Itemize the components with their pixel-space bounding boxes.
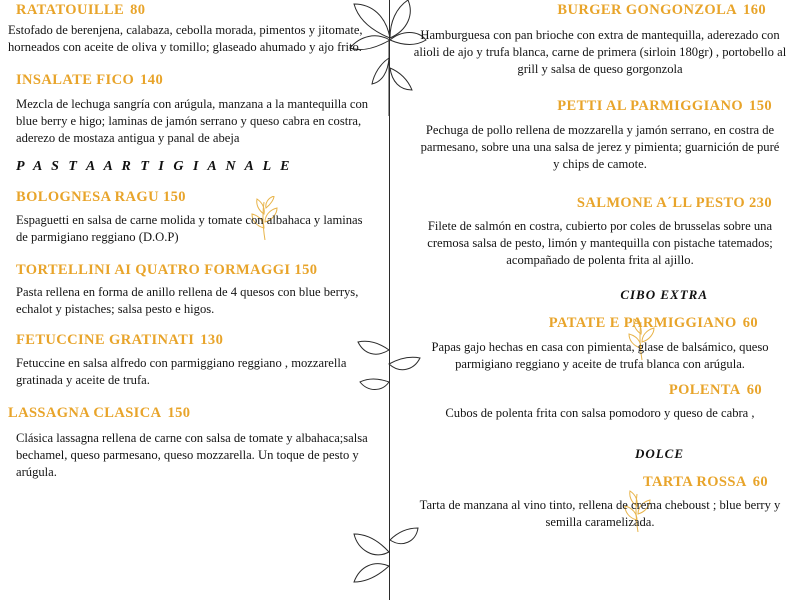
dish-description: Papas gajo hechas en casa con pimienta, glase de balsámico, queso parmigiano reggiano y aceite de trufa blanca con arúgula. <box>431 339 769 371</box>
menu-item-petti-al-parmiggiano <box>406 98 794 172</box>
menu-item-tortellini <box>8 262 372 317</box>
dish-description: Mezcla de lechuga sangría con arúgula, manzana a la mantequilla con blue berry e higo; laminas de jamón serrano y queso cabra en costra, aderezo de mostaza antigua y panal de abeja <box>16 96 369 145</box>
dish-title <box>8 2 372 19</box>
dish-title <box>8 189 372 206</box>
dish-price: 140 <box>140 72 164 89</box>
dish-title <box>406 315 794 332</box>
menu-item-bolognesa <box>8 189 372 246</box>
left-column <box>0 0 378 490</box>
dish-name: POLENTA <box>668 381 741 398</box>
dish-description: Pechuga de pollo rellena de mozzarella y jamón serrano, en costra de parmesano, sobre una una salsa de jerez y pimienta; guarnición de puré y chips de camote. <box>420 122 780 171</box>
dish-price: 60 <box>742 315 758 332</box>
dish-price: 160 <box>743 2 766 18</box>
dish-price: 80 <box>130 2 146 18</box>
dish-description: Filete de salmón en costra, cubierto por coles de brusselas sobre una cremosa salsa de pesto, limón y mantequilla con pistache tatemados; acompañado de polenta frita al ajillo. <box>427 219 773 268</box>
menu-item-tarta-rossa <box>406 474 794 531</box>
menu-item-patate-e-parmiggiano <box>406 315 794 372</box>
menu-item-salmone-al-pesto <box>406 195 794 269</box>
dish-name: TORTELLINI AI QUATRO FORMAGGI 150 <box>16 262 318 279</box>
section-header-pasta: P A S T A A R T I G I A N A L E <box>16 158 293 174</box>
menu-item-insalate-fico <box>8 72 372 146</box>
dish-title <box>406 382 794 399</box>
menu-item-lassagna <box>8 405 372 481</box>
section-header-cibo-extra: CIBO EXTRA <box>620 287 708 303</box>
dish-name: PETTI AL PARMIGGIANO <box>557 98 744 115</box>
menu-item-polenta <box>406 382 794 422</box>
dish-title <box>8 72 372 89</box>
dish-title <box>406 195 794 212</box>
dish-description: Clásica lassagna rellena de carne con salsa de tomate y albahaca;salsa bechamel, queso parmesano, queso mozzarella. Un toque de pesto y arúgula. <box>16 431 368 480</box>
dish-price: 150 <box>167 404 191 421</box>
dish-description: Cubos de polenta frita con salsa pomodoro y queso de cabra , <box>445 405 755 420</box>
dish-name: FETUCCINE GRATINATI <box>16 331 195 348</box>
dish-description: Fetuccine en salsa alfredo con parmiggiano reggiano , mozzarella gratinada y aceite de trufa. <box>16 355 347 387</box>
dish-name: BOLOGNESA RAGU 150 <box>16 188 186 205</box>
dish-title <box>8 262 372 279</box>
dish-description: Pasta rellena en forma de anillo rellena de 4 quesos con blue berrys, echalot y pistaches; salsa pesto e higos. <box>16 284 359 316</box>
dish-description: Hamburguesa con pan brioche con extra de mantequilla, aderezado con alioli de ajo y trufa blanca, carne de primera (sirloin 180gr) , portobello al grill y salsa de queso gorgonzola <box>413 28 787 77</box>
dish-description: Espaguetti en salsa de carne molida y tomate con albahaca y laminas de parmigiano reggiano (D.O.P) <box>16 213 363 245</box>
menu-item-fetuccine <box>8 332 372 389</box>
dish-name: LASSAGNA CLASICA <box>8 404 162 421</box>
section-header-dolce: DOLCE <box>634 445 684 461</box>
dish-title <box>406 98 794 115</box>
dish-name: INSALATE FICO <box>16 72 135 89</box>
dish-price: 130 <box>200 331 224 348</box>
dish-price: 150 <box>749 98 772 115</box>
dish-description: Tarta de manzana al vino tinto, rellena de crema cheboust ; blue berry y semilla caramelizada. <box>419 498 781 530</box>
center-divider-line <box>389 0 390 600</box>
menu-item-ratatouille <box>8 2 372 56</box>
dish-price: 60 <box>752 473 768 490</box>
menu-item-burger-gongonzola <box>406 2 794 78</box>
dish-title <box>406 474 794 491</box>
dish-name: RATATOUILLE <box>16 2 125 18</box>
dish-title <box>406 2 794 19</box>
dish-name: BURGER GONGONZOLA <box>557 2 738 18</box>
right-column <box>400 0 800 540</box>
dish-title <box>8 332 372 349</box>
dish-description: Estofado de berenjena, calabaza, cebolla morada, pimentos y jitomate, horneados con aceite de oliva y tomillo; glaseado ahumado y ajo frito. <box>8 23 363 55</box>
dish-name: SALMONE A´LL PESTO 230 <box>576 194 772 211</box>
dish-title <box>8 405 372 422</box>
dish-price: 60 <box>746 381 762 398</box>
dish-name: PATATE E PARMIGGIANO <box>548 315 737 332</box>
dish-name: TARTA ROSSA <box>643 473 747 490</box>
